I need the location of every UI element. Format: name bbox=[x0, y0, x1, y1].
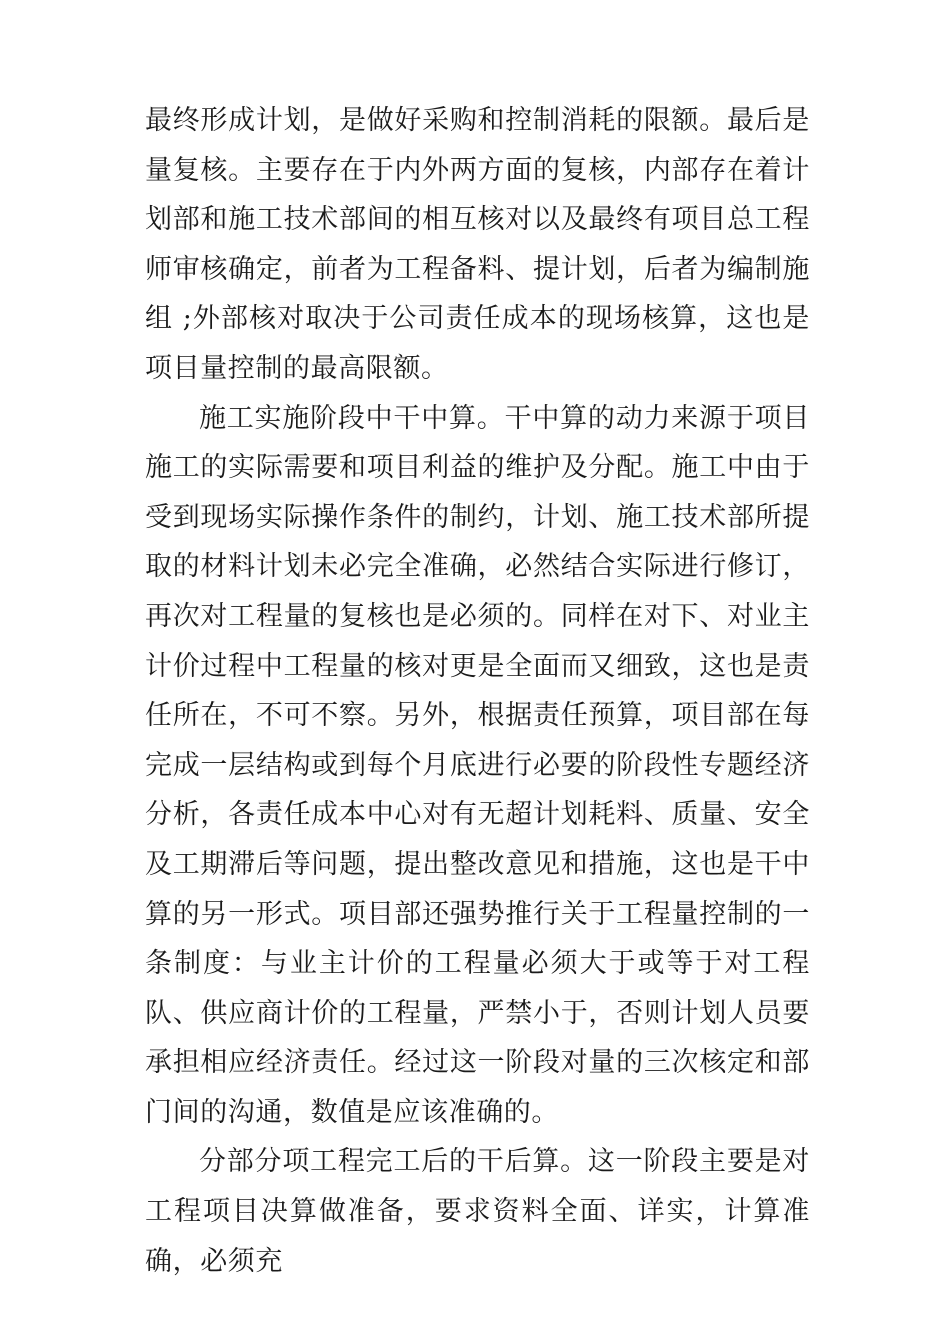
paragraph-1: 最终形成计划，是做好采购和控制消耗的限额。最后是量复核。主要存在于内外两方面的复核，内部存在着计划部和施工技术部间的相互核对以及最终有项目总工程师审核确定，前者为工程备料、提计划，后者为编制施组 ;外部核对取决于公司责任成本的现场核算，这也是项目量控制的最高限额。 bbox=[145, 105, 810, 384]
paragraph-2: 施工实施阶段中干中算。干中算的动力来源于项目施工的实际需要和项目利益的维护及分配。施工中由于受到现场实际操作条件的制约，计划、施工技术部所提取的材料计划未必完全准确，必然结合实际进行修订，再次对工程量的复核也是必须的。同样在对下、对业主计价过程中工程量的核对更是全面而又细致，这也是责任所在，不可不察。另外，根据责任预算，项目部在每完成一层结构或到每个月底进行必要的阶段性专题经济分析，各责任成本中心对有无超计划耗料、质量、安全及工期滞后等问题，提出整改意见和措施，这也是干中算的另一形式。项目部还强势推行关于工程量控制的一条制度：与业主计价的工程量必须大于或等于对工程队、供应商计价的工程量，严禁小于，否则计划人员要承担相应经济责任。经过这一阶段对量的三次核定和部门间的沟通，数值是应该准确的。 bbox=[145, 402, 810, 1128]
body-text bbox=[145, 96, 810, 1286]
paragraph-3: 分部分项工程完工后的干后算。这一阶段主要是对工程项目决算做准备，要求资料全面、详实，计算准确，必须充 bbox=[145, 1146, 810, 1277]
